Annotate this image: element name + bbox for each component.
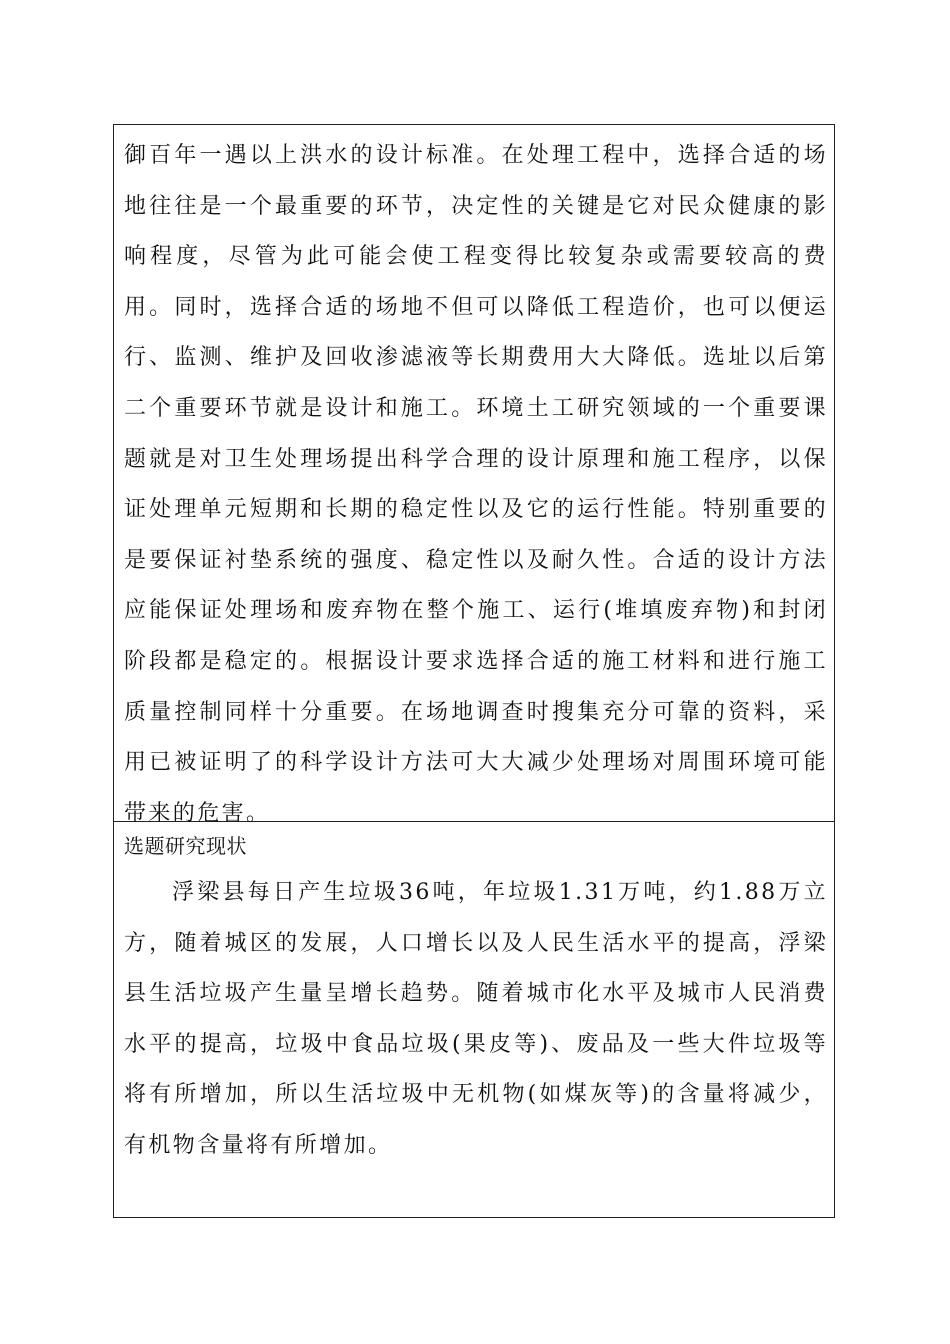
body-paragraph: 御百年一遇以上洪水的设计标准。在处理工程中，选择合适的场地往往是一个最重要的环节，决定性的关键是它对民众健康的影响程度，尽管为此可能会使工程变得比较复杂或需要较高的费用。同时，选择合适的场地不但可以降低工程造价，也可以便运行、监测、维护及回收渗滤液等长期费用大大降低。选址以后第二个重要环节就是设计和施工。环境土工研究领域的一个重要课题就是对卫生处理场提出科学合理的设计原理和施工程序，以保证处理单元短期和长期的稳定性以及它的运行性能。特别重要的是要保证衬垫系统的强度、稳定性以及耐久性。合适的设计方法应能保证处理场和废弃物在整个施工、运行(堆填废弃物)和封闭阶段都是稳定的。根据设计要求选择合适的施工材料和进行施工质量控制同样十分重要。在场地调查时搜集充分可靠的资料，采用已被证明了的科学设计方法可大大减少处理场对周围环境可能带来的危害。: [124, 143, 828, 826]
section-label: 选题研究现状: [124, 834, 247, 858]
research-status-paragraph: 浮梁县每日产生垃圾36吨，年垃圾1.31万吨，约1.88万立方，随着城区的发展，人口增长以及人民生活水平的提高，浮梁县生活垃圾产生量呈增长趋势。随着城市化水平及城市人民消费水平的提高，垃圾中食品垃圾(果皮等)、废品及一些大件垃圾等将有所增加，所以生活垃圾中无机物(如煤灰等)的含量将减少，有机物含量将有所增加。: [124, 880, 828, 1158]
table-cell-content: [114, 125, 834, 826]
table-cell-research-status: [114, 822, 834, 1217]
document-table: [113, 124, 835, 1218]
